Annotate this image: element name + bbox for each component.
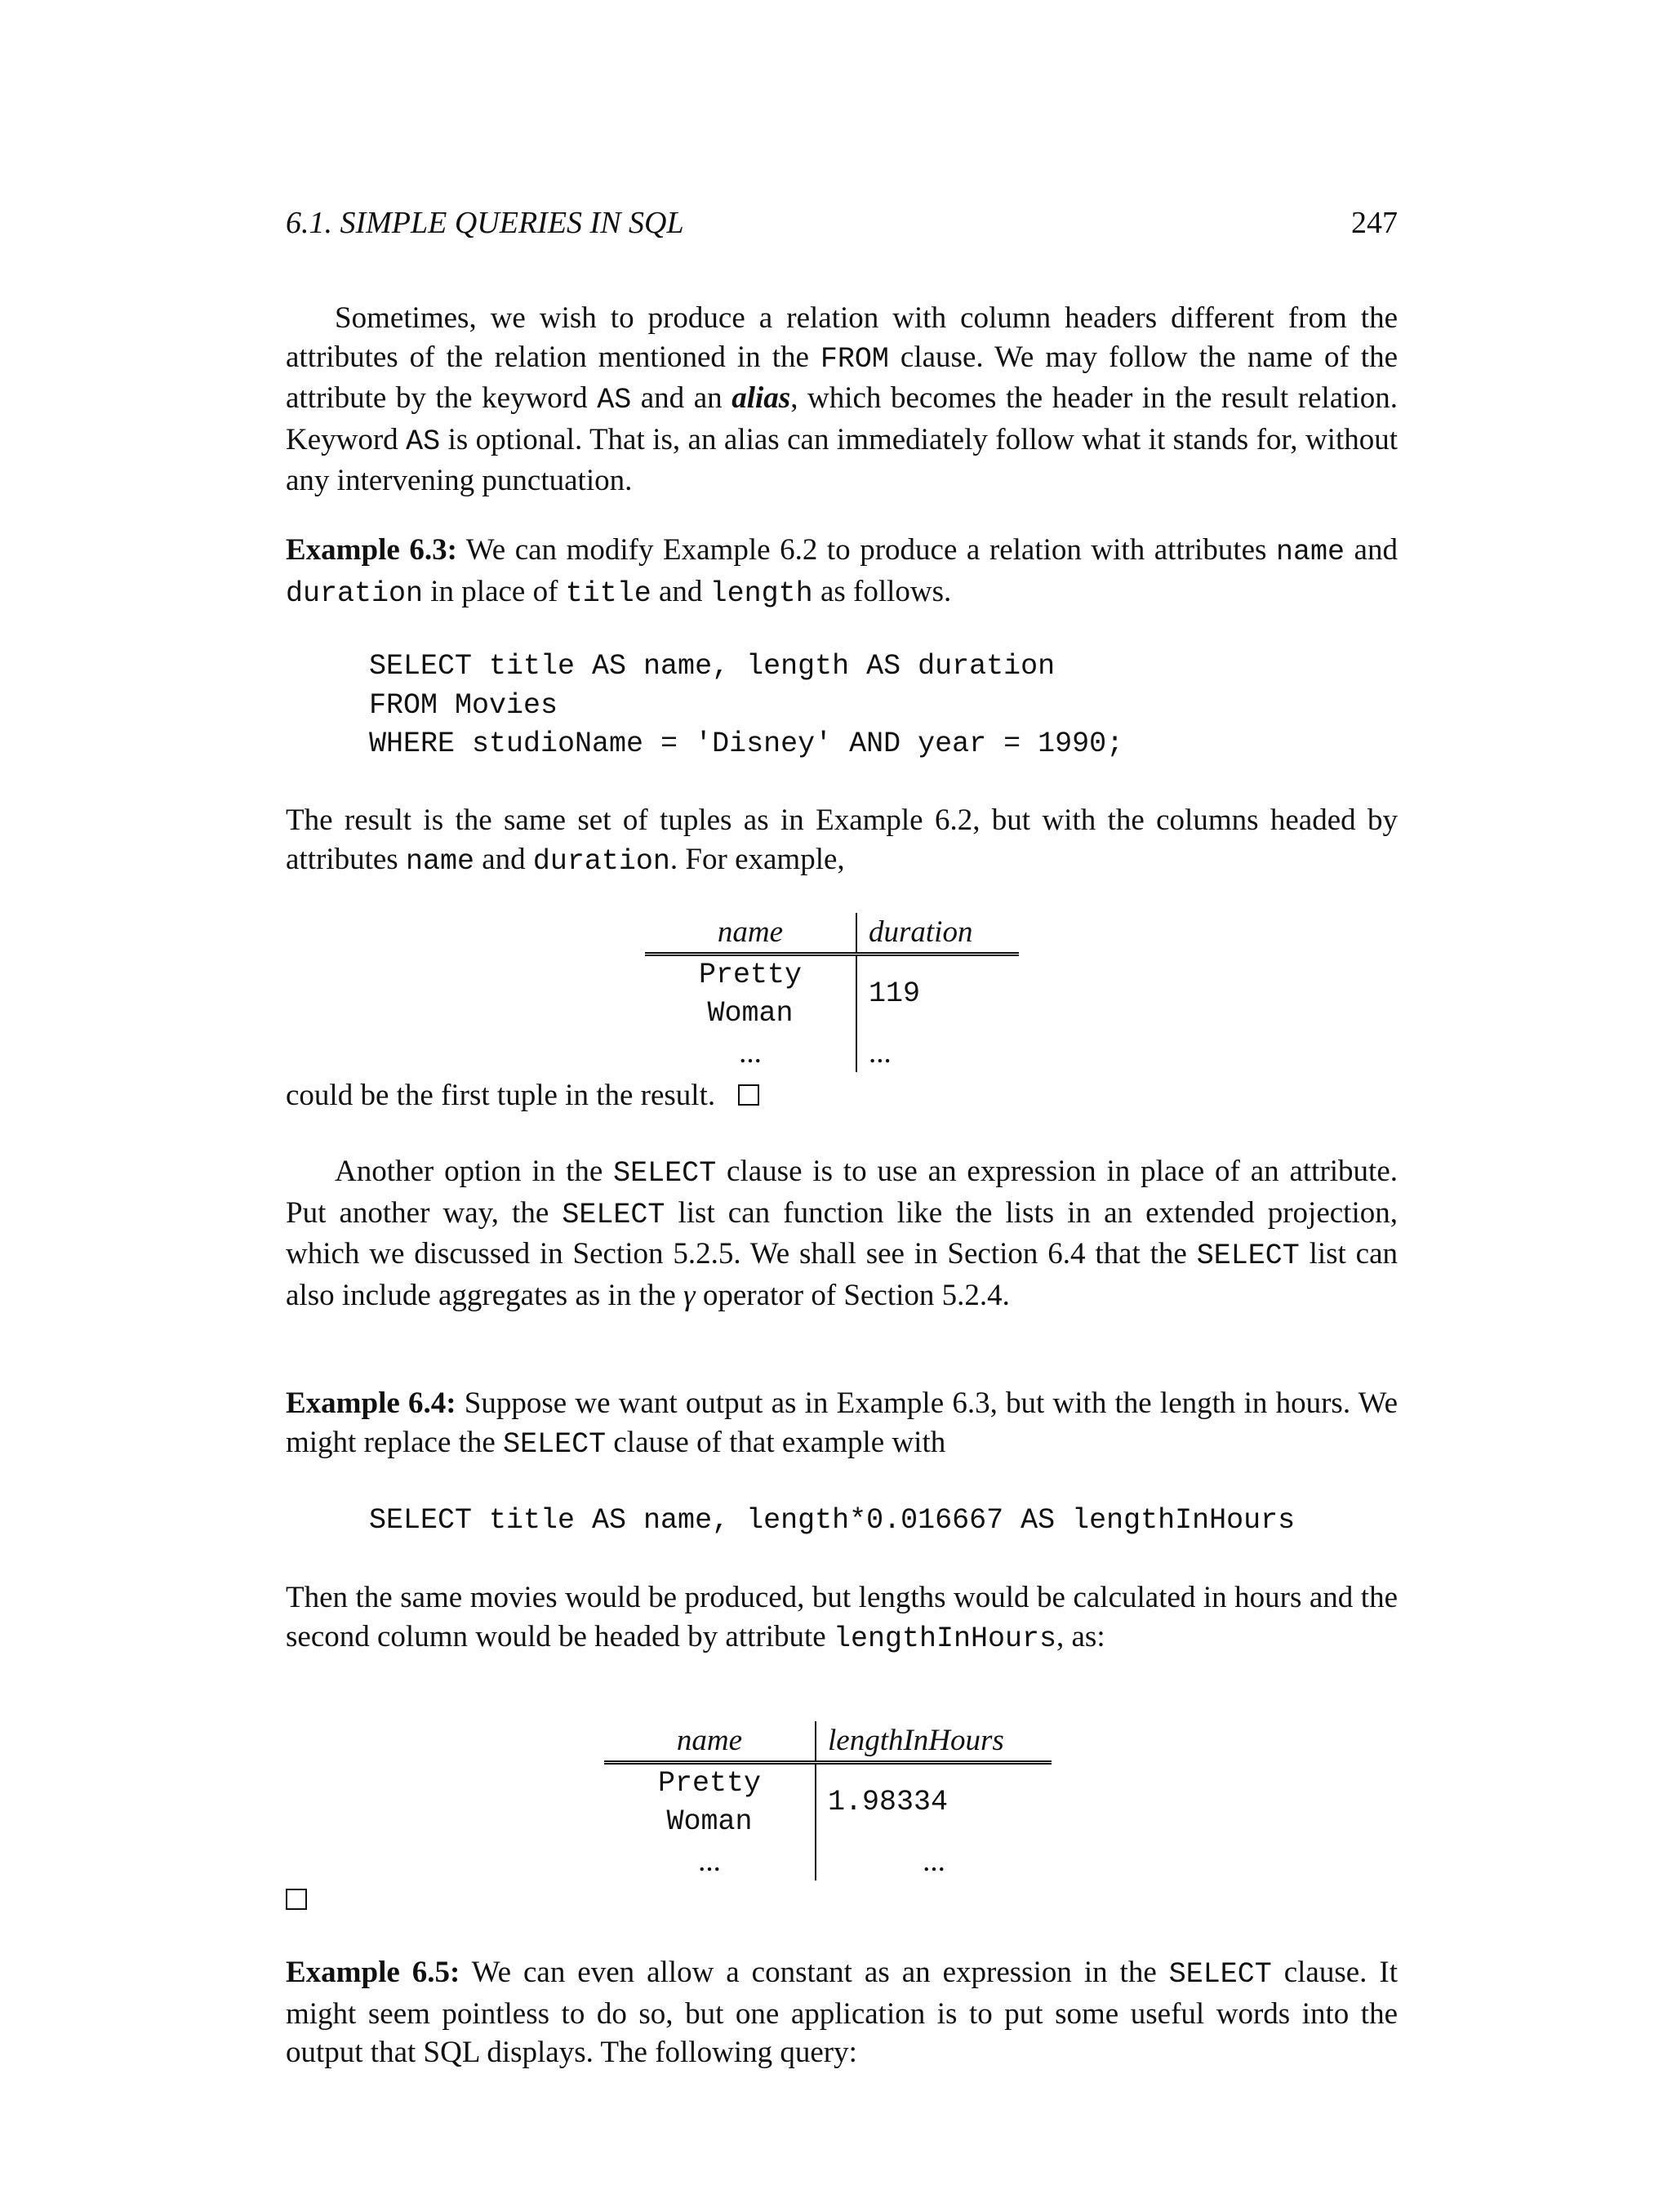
example-6-5-intro: Example 6.5: We can even allow a constant as an expression in the SELECT clause. It might seem pointless to do so, but one application is to put some useful words into the output that SQL displays. The following query: (286, 1956, 1398, 2069)
example-6-3-closing: could be the first tuple in the result. (286, 1076, 1398, 1115)
table-cell: Pretty Woman (645, 954, 856, 1034)
table-cell: Pretty Woman (604, 1762, 816, 1842)
example-6-4-result-text: Then the same movies would be produced, but lengths would be calculated in hours and the second column would be headed by attribute lengthInHours, as: (286, 1581, 1398, 1655)
end-of-example-icon (738, 1084, 759, 1106)
column-header-name: name (604, 1721, 816, 1762)
sql-code-example-6-3: SELECT title AS name, length AS duration FROM Movies WHERE studioName = 'Disney' AND year = 1990; (369, 650, 1124, 760)
table-row (604, 1762, 1052, 1842)
example-label: Example 6.5: (286, 1956, 460, 1989)
table-cell: ... (604, 1842, 816, 1881)
table-header-row (604, 1721, 1052, 1762)
table-row (604, 1842, 1052, 1881)
table-cell: 119 (869, 977, 921, 1011)
example-label: Example 6.4: (286, 1386, 456, 1420)
column-header-duration: duration (856, 913, 1019, 954)
running-header (286, 204, 1398, 245)
table-header-row (645, 913, 1019, 954)
table-cell: ... (869, 1035, 892, 1070)
table-cell: ... (923, 1844, 945, 1878)
running-title: 6.1. SIMPLE QUERIES IN SQL (286, 206, 684, 240)
example-6-3-result-text: The result is the same set of tuples as in Example 6.2, but with the columns headed by attributes name and duration. For example, (286, 803, 1398, 878)
column-header-name: name (645, 913, 856, 954)
table-row (645, 954, 1019, 1034)
column-header-length-in-hours: lengthInHours (816, 1721, 1052, 1762)
example-label: Example 6.3: (286, 533, 457, 567)
table-cell: 1.98334 (828, 1786, 949, 1819)
example-6-3-intro: Example 6.3: We can modify Example 6.2 to produce a relation with attributes name and duration in place of title and length as follows. (286, 533, 1398, 610)
example-6-4-intro: Example 6.4: Suppose we want output as in Example 6.3, but with the length in hours. We might replace the SELECT clause of that example with (286, 1386, 1398, 1461)
result-table-duration (645, 913, 1019, 1072)
page-number: 247 (1351, 206, 1398, 240)
paragraph-expressions: Another option in the SELECT clause is to use an expression in place of an attribute. Put another way, the SELECT list can function like the lists in an extended projection, which we discussed in Section 5.2.5. We shall see in Section 6.4 that the SELECT list can also include aggregates as in the γ operator of Section 5.2.4. (286, 1155, 1398, 1312)
result-table-length-in-hours (604, 1721, 1052, 1880)
paragraph-aliases: Sometimes, we wish to produce a relation with column headers different from the attributes of the relation mentioned in the FROM clause. We may follow the name of the attribute by the keyword AS and an alias, which becomes the header in the result relation. Keyword AS is optional. That is, an alias can immediately follow what it stands for, without any intervening punctuation. (286, 301, 1399, 497)
end-of-example-icon (286, 1889, 307, 1910)
table-cell: ... (645, 1034, 856, 1073)
table-row (645, 1034, 1019, 1073)
sql-code-example-6-4: SELECT title AS name, length*0.016667 AS lengthInHours (369, 1504, 1296, 1537)
